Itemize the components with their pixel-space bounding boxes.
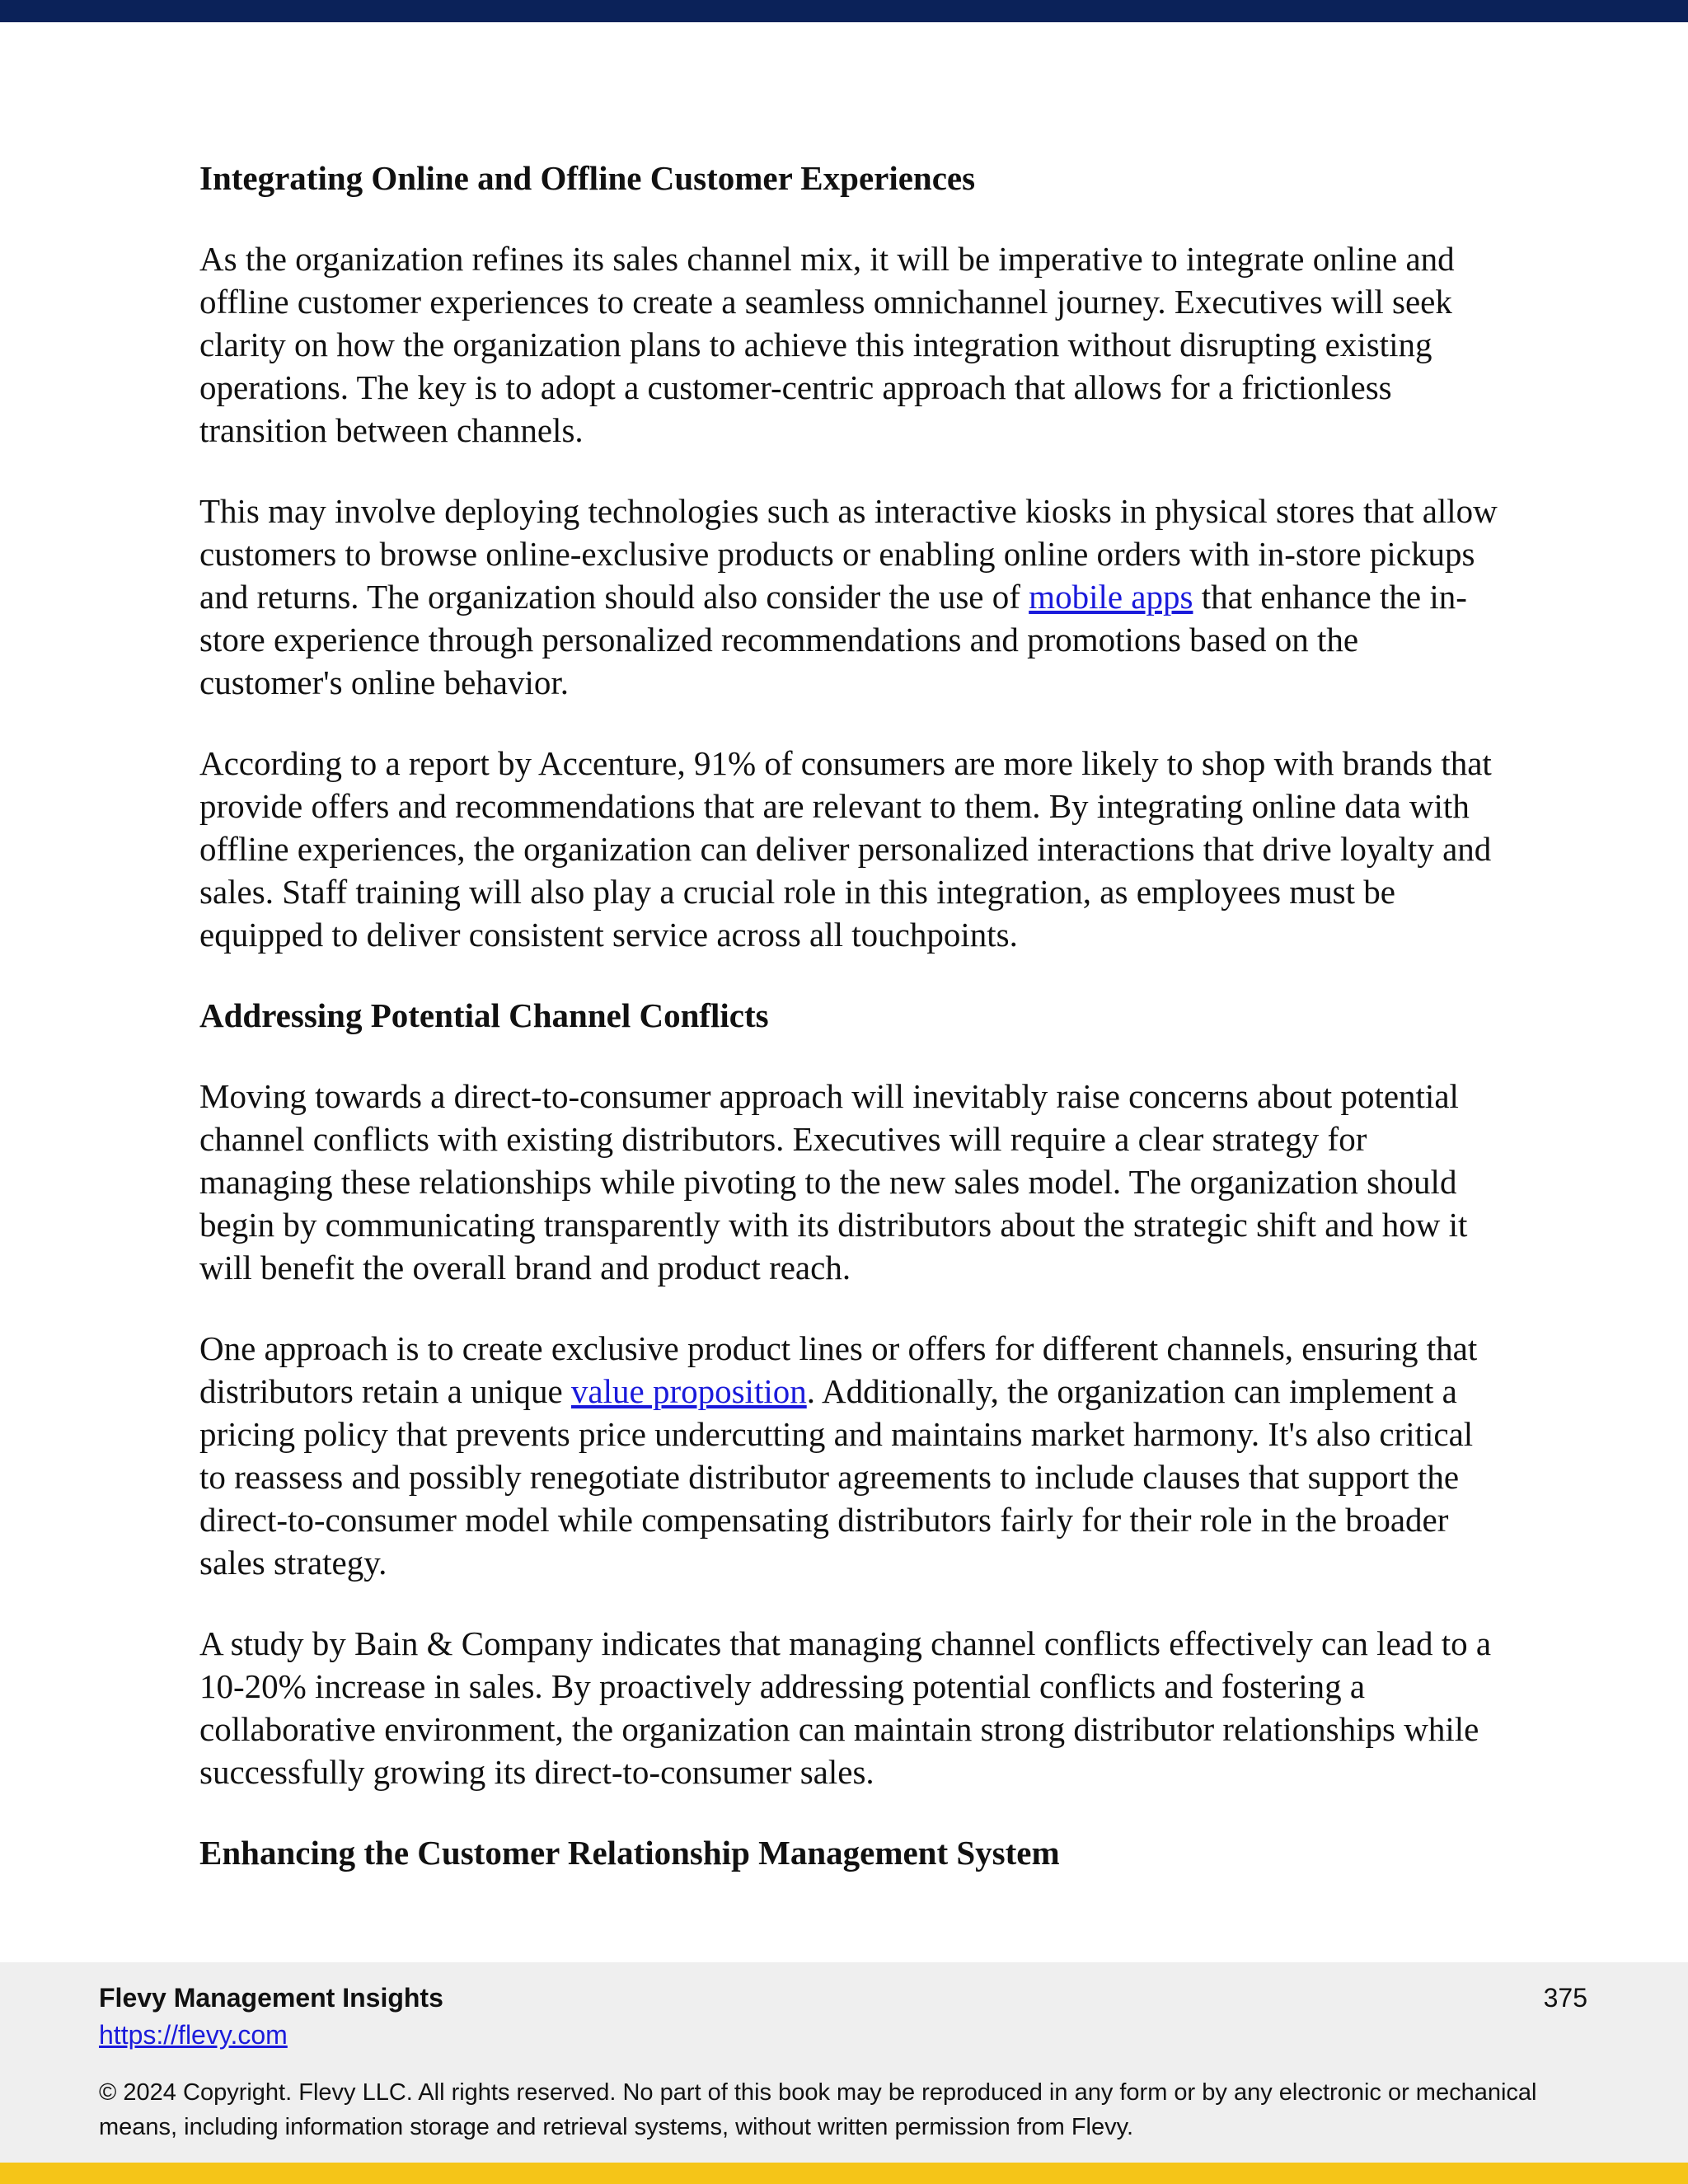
bottom-accent-bar [0,2163,1688,2184]
section-heading-integrating: Integrating Online and Offline Customer Experiences [199,159,976,197]
mobile-apps-link[interactable]: mobile apps [1029,578,1193,616]
document-body [199,157,1502,1912]
section-heading-crm: Enhancing the Customer Relationship Management System [199,1834,1060,1872]
paragraph: A study by Bain & Company indicates that managing channel conflicts effectively can lead to a 10-20% increase in sales. By proactively addressing potential conflicts and fostering a collaborative environment, the organization can maintain strong distributor relationships while successfully growing its direct-to-consumer sales. [199,1624,1492,1791]
paragraph-text: that enhance the in-store experience through personalized recommendations and promotions based on the customer's online behavior. [199,578,1467,701]
paragraph: Moving towards a direct-to-consumer approach will inevitably raise concerns about potential channel conflicts with existing distributors. Executives will require a clear strategy for managing these relationships while pivoting to the new sales model. The organization should begin by communicating transparently with its distributors about the strategic shift and how it will benefit the overall brand and product reach. [199,1077,1468,1286]
paragraph-text: One approach is to create exclusive product lines or offers for different channels, ensuring that distributors retain a unique [199,1329,1478,1410]
copyright-notice: © 2024 Copyright. Flevy LLC. All rights reserved. No part of this book may be reproduced in any form or by any electronic or mechanical means, including information storage and retrieval systems, without written permission from Flevy. [99,2079,1537,2140]
paragraph [199,1327,1502,1584]
page-footer [0,1962,1688,2163]
value-proposition-link[interactable]: value proposition [570,1372,807,1410]
footer-url-link[interactable]: https://flevy.com [99,2020,288,2050]
paragraph-text: This may involve deploying technologies such as interactive kiosks in physical stores that allow customers to browse online-exclusive products or enabling online orders with in-store pickups and returns. The organization should also consider the use of [199,492,1498,616]
top-accent-bar [0,0,1688,22]
paragraph [199,490,1502,704]
footer-title: Flevy Management Insights [99,1983,443,2013]
section-heading-channel-conflicts: Addressing Potential Channel Conflicts [199,996,769,1034]
paragraph: As the organization refines its sales channel mix, it will be imperative to integrate online and offline customer experiences to create a seamless omnichannel journey. Executives will seek clarity on how the organization plans to achieve this integration without disrupting existing operations. The key is to adopt a customer-centric approach that allows for a frictionless transition between channels. [199,240,1455,449]
page-number: 375 [1543,1983,1587,2013]
paragraph: According to a report by Accenture, 91% of consumers are more likely to shop with brands that provide offers and recommendations that are relevant to them. By integrating online data with offline experiences, the organization can deliver personalized interactions that drive loyalty and sales. Staff training will also play a crucial role in this integration, as employees must be equipped to deliver consistent service across all touchpoints. [199,744,1492,954]
paragraph-text: . Additionally, the organization can implement a pricing policy that prevents price undercutting and maintains market harmony. It's also critical to reassess and possibly renegotiate distributor agreements to include clauses that support the direct-to-consumer model while compensating distributors fairly for their role in the broader sales strategy. [199,1372,1474,1582]
